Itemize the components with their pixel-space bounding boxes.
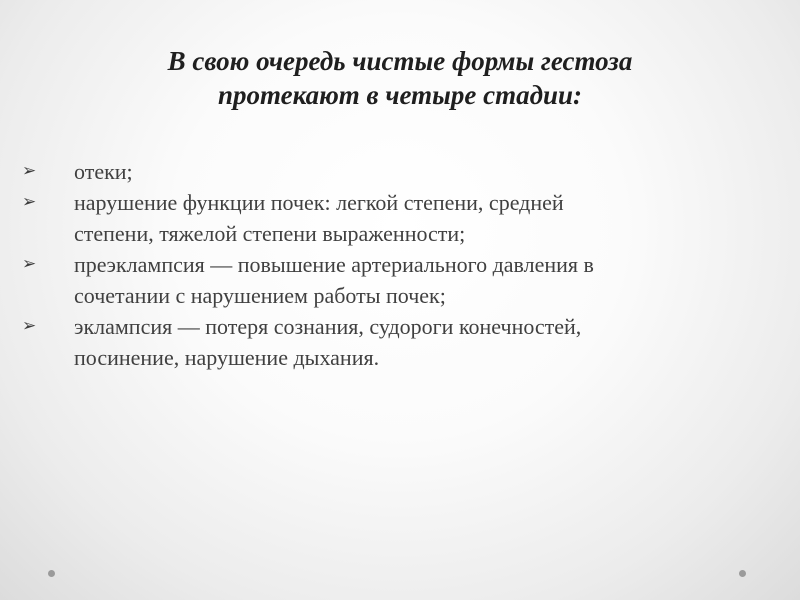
bullet-text-line-2: степени, тяжелой степени выраженности; — [74, 221, 466, 246]
slide-title-line-1: В свою очередь чистые формы гестоза — [167, 46, 633, 76]
corner-dot-icon — [48, 570, 55, 577]
bullet-list — [22, 156, 762, 373]
corner-dot-icon — [739, 570, 746, 577]
bullet-text: отеки; — [74, 159, 133, 184]
bullet-text-line-2: сочетании с нарушением работы почек; — [74, 283, 446, 308]
arrow-bullet-icon: ➢ — [22, 254, 37, 274]
slide-title — [0, 44, 800, 112]
arrow-bullet-icon: ➢ — [22, 192, 37, 212]
arrow-bullet-icon: ➢ — [22, 316, 37, 336]
arrow-bullet-icon: ➢ — [22, 161, 37, 181]
bullet-text-line-1: нарушение функции почек: легкой степени, средней — [74, 190, 564, 215]
bullet-item — [22, 156, 762, 187]
bullet-text-line-2: посинение, нарушение дыхания. — [74, 345, 380, 370]
bullet-text-line-1: эклампсия — потеря сознания, судороги конечностей, — [74, 314, 582, 339]
bullet-item — [22, 187, 762, 249]
slide-title-line-2: протекают в четыре стадии: — [217, 80, 583, 110]
bullet-text-line-1: преэклампсия — повышение артериального давления в — [74, 252, 594, 277]
bullet-item — [22, 249, 762, 311]
bullet-item — [22, 311, 762, 373]
